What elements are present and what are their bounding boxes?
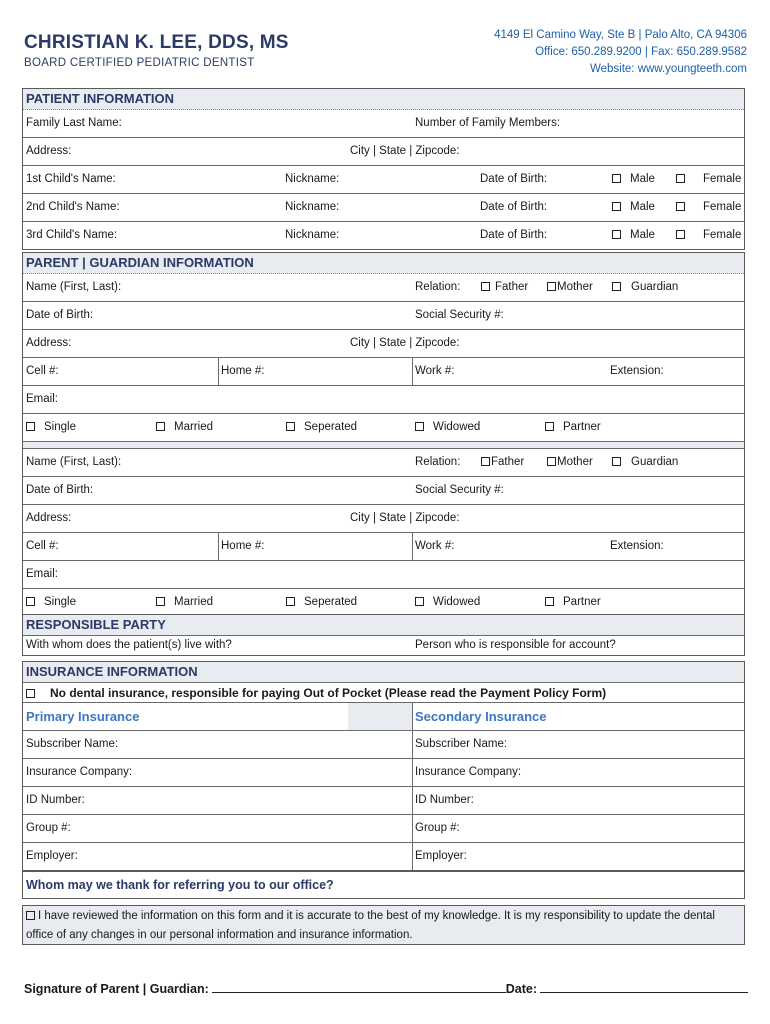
male-checkbox[interactable]	[612, 202, 621, 211]
child-row[interactable]	[23, 221, 744, 249]
primary-field-label: Insurance Company:	[26, 766, 133, 778]
separated-label: Seperated	[304, 421, 358, 433]
guardian-checkbox[interactable]	[612, 457, 621, 466]
insurance-headers-row	[23, 702, 744, 730]
signature-label: Signature of Parent | Guardian:	[24, 982, 209, 996]
male-label: Male	[630, 173, 655, 185]
dob-label: Date of Birth:	[480, 173, 548, 185]
secondary-field-label: Employer:	[415, 850, 467, 862]
guardian-phone-row[interactable]	[23, 357, 744, 385]
father-checkbox[interactable]	[481, 282, 490, 291]
female-checkbox[interactable]	[676, 202, 685, 211]
single-checkbox[interactable]	[26, 597, 35, 606]
male-label: Male	[630, 201, 655, 213]
partner-label: Partner	[563, 421, 601, 433]
female-label: Female	[703, 173, 742, 185]
married-label: Married	[174, 596, 213, 608]
widowed-checkbox[interactable]	[415, 422, 424, 431]
signature-line[interactable]	[24, 980, 748, 996]
responsible-row[interactable]	[23, 635, 744, 655]
separated-checkbox[interactable]	[286, 597, 295, 606]
secondary-insurance-heading: Secondary Insurance	[415, 709, 547, 724]
guardian-address-row[interactable]	[23, 504, 744, 532]
nickname-label: Nickname:	[285, 201, 340, 213]
partner-checkbox[interactable]	[545, 422, 554, 431]
female-checkbox[interactable]	[676, 230, 685, 239]
lives-with-label: With whom does the patient(s) live with?	[26, 639, 232, 651]
home-label: Home #:	[221, 365, 265, 377]
secondary-field-label: Group #:	[415, 822, 460, 834]
referral-section[interactable]	[22, 871, 745, 899]
referral-question: Whom may we thank for referring you to our office?	[26, 878, 334, 892]
secondary-field-label: Subscriber Name:	[415, 738, 508, 750]
dob-label: Date of Birth:	[480, 229, 548, 241]
office-website: Website: www.youngteeth.com	[589, 63, 747, 75]
guardian-phone-row[interactable]	[23, 532, 744, 560]
married-checkbox[interactable]	[156, 422, 165, 431]
male-checkbox[interactable]	[612, 230, 621, 239]
dob-label: Date of Birth:	[480, 201, 548, 213]
email-label: Email:	[26, 568, 58, 580]
female-label: Female	[703, 201, 742, 213]
married-label: Married	[174, 421, 213, 433]
office-phone: Office: 650.289.9200 | Fax: 650.289.9582	[535, 46, 747, 58]
separated-checkbox[interactable]	[286, 422, 295, 431]
mother-label: Mother	[557, 281, 593, 293]
separated-label: Seperated	[304, 596, 358, 608]
married-checkbox[interactable]	[156, 597, 165, 606]
family-last-name-label: Family Last Name:	[26, 117, 122, 129]
father-label: Father	[495, 281, 529, 293]
primary-field-label: ID Number:	[26, 794, 85, 806]
guardian-label: Guardian	[631, 281, 679, 293]
primary-insurance-heading: Primary Insurance	[26, 709, 140, 724]
partner-checkbox[interactable]	[545, 597, 554, 606]
guardian-name-label: Name (First, Last):	[26, 456, 122, 468]
widowed-checkbox[interactable]	[415, 597, 424, 606]
office-address: 4149 El Camino Way, Ste B | Palo Alto, CA 94306	[494, 29, 747, 41]
guardian-label: Guardian	[631, 456, 679, 468]
work-label: Work #:	[415, 540, 455, 552]
city-state-zip-label: City | State | Zipcode:	[350, 512, 460, 524]
no-insurance-row[interactable]	[23, 682, 744, 702]
widowed-label: Widowed	[433, 421, 481, 433]
responsible-for-label: Person who is responsible for account?	[415, 639, 616, 651]
relation-label: Relation:	[415, 456, 461, 468]
primary-field-label: Employer:	[26, 850, 78, 862]
insurance-field-row[interactable]	[23, 730, 744, 758]
section-title: PARENT | GUARDIAN INFORMATION	[26, 255, 254, 270]
family-members-label: Number of Family Members:	[415, 117, 561, 129]
insurance-field-row[interactable]	[23, 842, 744, 870]
acknowledgement-line-2: office of any changes in our personal information and insurance information.	[26, 929, 413, 941]
partner-label: Partner	[563, 596, 601, 608]
child-row[interactable]	[23, 193, 744, 221]
email-label: Email:	[26, 393, 58, 405]
mother-label: Mother	[557, 456, 593, 468]
child-row[interactable]	[23, 165, 744, 193]
section-title: RESPONSIBLE PARTY	[26, 617, 166, 632]
dob-label: Date of Birth:	[26, 309, 94, 321]
guardian-dob-row[interactable]	[23, 476, 744, 504]
city-state-zip-label: City | State | Zipcode:	[350, 145, 460, 157]
single-checkbox[interactable]	[26, 422, 35, 431]
signature-blank[interactable]	[212, 980, 506, 993]
dob-label: Date of Birth:	[26, 484, 94, 496]
address-label: Address:	[26, 145, 72, 157]
no-insurance-checkbox[interactable]	[26, 689, 35, 698]
extension-label: Extension:	[610, 540, 664, 552]
section-header	[23, 662, 744, 682]
extension-label: Extension:	[610, 365, 664, 377]
work-label: Work #:	[415, 365, 455, 377]
guardian-email-row[interactable]	[23, 385, 744, 413]
nickname-label: Nickname:	[285, 173, 340, 185]
father-label: Father	[491, 456, 525, 468]
guardian-name-row[interactable]	[23, 448, 744, 476]
child-name-label: 1st Child's Name:	[26, 173, 116, 185]
city-state-zip-label: City | State | Zipcode:	[350, 337, 460, 349]
section-header	[23, 253, 744, 274]
primary-field-label: Subscriber Name:	[26, 738, 119, 750]
section-header	[23, 89, 744, 110]
doctor-name: CHRISTIAN K. LEE, DDS, MS	[24, 32, 289, 53]
guardian-name-label: Name (First, Last):	[26, 281, 122, 293]
address-row[interactable]	[23, 137, 744, 165]
secondary-field-label: ID Number:	[415, 794, 474, 806]
address-label: Address:	[26, 512, 72, 524]
male-checkbox[interactable]	[612, 174, 621, 183]
patient-information-section	[22, 88, 745, 250]
father-checkbox[interactable]	[481, 457, 490, 466]
marital-status-row[interactable]	[23, 413, 744, 441]
section-title: INSURANCE INFORMATION	[26, 664, 198, 679]
secondary-field-label: Insurance Company:	[415, 766, 522, 778]
guardian-separator	[23, 441, 744, 448]
female-label: Female	[703, 229, 742, 241]
date-blank[interactable]	[540, 980, 748, 993]
guardian-name-row[interactable]	[23, 274, 744, 301]
responsible-party-section	[22, 614, 745, 656]
ssn-label: Social Security #:	[415, 309, 504, 321]
cell-label: Cell #:	[26, 540, 59, 552]
acknowledgement-checkbox[interactable]	[26, 911, 35, 920]
child-name-label: 2nd Child's Name:	[26, 201, 120, 213]
address-label: Address:	[26, 337, 72, 349]
section-title: PATIENT INFORMATION	[26, 91, 175, 106]
female-checkbox[interactable]	[676, 174, 685, 183]
single-label: Single	[44, 596, 76, 608]
guardian-address-row[interactable]	[23, 329, 744, 357]
insurance-field-row[interactable]	[23, 814, 744, 842]
parent-guardian-section	[22, 252, 745, 617]
doctor-subtitle: BOARD CERTIFIED PEDIATRIC DENTIST	[24, 57, 255, 69]
acknowledgement-section	[22, 905, 745, 945]
guardian-checkbox[interactable]	[612, 282, 621, 291]
mother-checkbox[interactable]	[547, 282, 556, 291]
mother-checkbox[interactable]	[547, 457, 556, 466]
nickname-label: Nickname:	[285, 229, 340, 241]
ssn-label: Social Security #:	[415, 484, 504, 496]
widowed-label: Widowed	[433, 596, 481, 608]
guardian-dob-row[interactable]	[23, 301, 744, 329]
marital-status-row[interactable]	[23, 588, 744, 616]
family-row[interactable]	[23, 110, 744, 137]
primary-field-label: Group #:	[26, 822, 71, 834]
insurance-field-row[interactable]	[23, 758, 744, 786]
home-label: Home #:	[221, 540, 265, 552]
child-name-label: 3rd Child's Name:	[26, 229, 118, 241]
no-insurance-label: No dental insurance, responsible for paying Out of Pocket (Please read the Payment Policy Form)	[50, 686, 607, 700]
section-header	[23, 615, 744, 635]
cell-label: Cell #:	[26, 365, 59, 377]
single-label: Single	[44, 421, 76, 433]
insurance-field-row[interactable]	[23, 786, 744, 814]
acknowledgement-line-1: I have reviewed the information on this form and it is accurate to the best of my knowledge. It is my responsibility to update the dental	[38, 910, 715, 922]
insurance-section	[22, 661, 745, 871]
date-label: Date:	[505, 982, 538, 996]
male-label: Male	[630, 229, 655, 241]
relation-label: Relation:	[415, 281, 461, 293]
guardian-email-row[interactable]	[23, 560, 744, 588]
